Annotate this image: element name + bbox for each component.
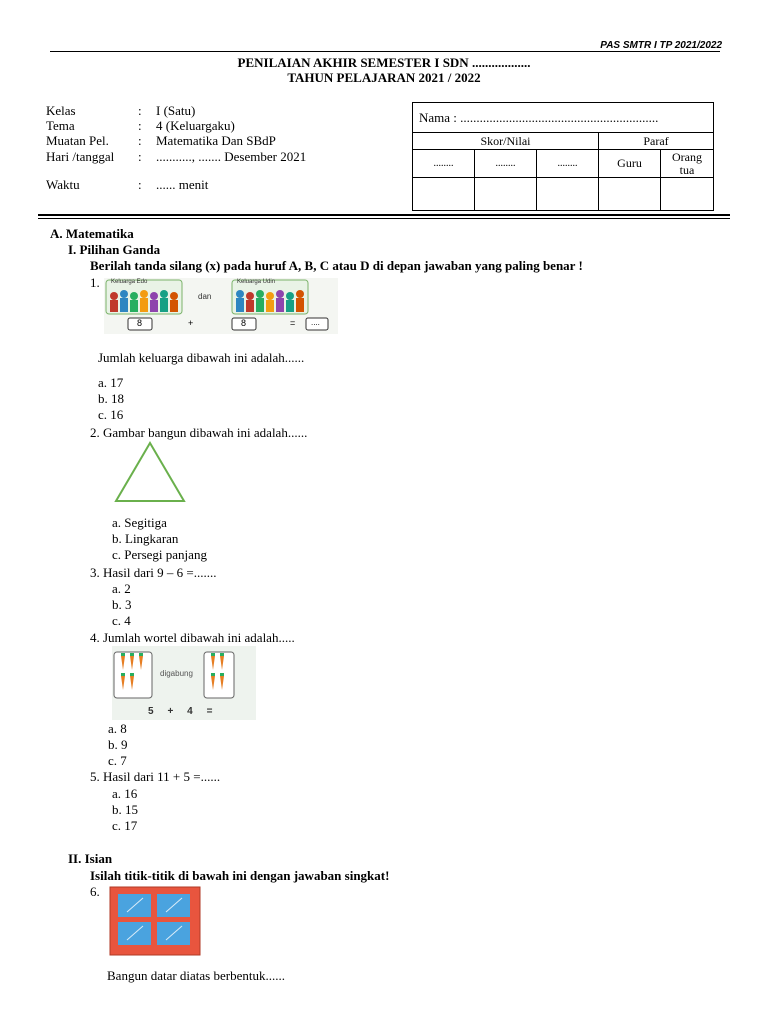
divider xyxy=(38,218,730,219)
ortu-line1: Orang xyxy=(672,149,702,164)
q4-option-c[interactable]: c. 7 xyxy=(108,753,127,768)
q3-option-b[interactable]: b. 3 xyxy=(112,597,132,612)
family-dan: dan xyxy=(198,292,212,301)
carrot-digabung: digabung xyxy=(160,669,193,678)
score-box xyxy=(412,102,714,211)
family-blank: .... xyxy=(311,318,320,327)
info-value-tema: 4 (Keluargaku) xyxy=(156,118,235,133)
info-label-kelas: Kelas xyxy=(46,103,76,118)
ortu-line2: tua xyxy=(679,162,695,177)
q5-option-a[interactable]: a. 16 xyxy=(112,786,138,801)
sign-cell-guru[interactable] xyxy=(599,178,661,211)
info-value-muatan: Matematika Dan SBdP xyxy=(156,133,276,148)
info-colon: : xyxy=(138,177,142,192)
family-left-count: 8 xyxy=(137,318,143,328)
family-picture xyxy=(104,278,338,334)
q3-text: 3. Hasil dari 9 – 6 =....... xyxy=(90,565,217,580)
q2-option-b[interactable]: b. Lingkaran xyxy=(112,531,179,546)
q4-text: 4. Jumlah wortel dibawah ini adalah..... xyxy=(90,630,295,645)
instruction-2: Isilah titik-titik di bawah ini dengan jawaban singkat! xyxy=(90,868,390,883)
divider xyxy=(38,214,730,216)
paraf-header: Paraf xyxy=(599,133,714,150)
nama-field[interactable]: Nama : ............................................................. xyxy=(413,103,714,133)
exam-year: TAHUN PELAJARAN 2021 / 2022 xyxy=(287,70,481,85)
header-line xyxy=(50,51,720,52)
q3-option-c[interactable]: c. 4 xyxy=(112,613,131,628)
q1-number: 1. xyxy=(90,275,100,290)
info-colon: : xyxy=(138,118,142,133)
q6-number: 6. xyxy=(90,884,100,899)
q4-option-b[interactable]: b. 9 xyxy=(108,737,128,752)
info-colon: : xyxy=(138,103,142,118)
carrot-picture xyxy=(112,646,256,720)
window-picture xyxy=(109,886,201,956)
q2-text: 2. Gambar bangun dibawah ini adalah...... xyxy=(90,425,308,440)
family-right-label: Keluarga Udin xyxy=(237,279,276,285)
q6-text: Bangun datar diatas berbentuk...... xyxy=(107,968,285,983)
sign-cell[interactable] xyxy=(537,178,599,211)
sign-cell[interactable] xyxy=(475,178,537,211)
family-plus: + xyxy=(188,318,194,328)
family-eq: = xyxy=(290,318,296,328)
info-colon: : xyxy=(138,149,142,164)
info-value-waktu: ...... menit xyxy=(156,177,209,192)
info-label-waktu: Waktu xyxy=(46,177,80,192)
info-label-tema: Tema xyxy=(46,118,75,133)
header-tag: PAS SMTR I TP 2021/2022 xyxy=(600,40,722,51)
family-right-count: 8 xyxy=(241,318,247,328)
info-label-tanggal: Hari /tanggal xyxy=(46,149,115,164)
part-1-heading: I. Pilihan Ganda xyxy=(68,242,161,257)
skor-cell-2[interactable]: ........ xyxy=(475,150,537,178)
q5-text: 5. Hasil dari 11 + 5 =...... xyxy=(90,769,221,784)
carrot-equation: 5 + 4 = xyxy=(148,706,213,717)
skor-cell-1[interactable]: ........ xyxy=(413,150,475,178)
ortu-header xyxy=(661,150,714,178)
triangle-shape xyxy=(112,440,188,504)
exam-title: PENILAIAN AKHIR SEMESTER I SDN .................. xyxy=(237,55,531,70)
q1-option-b[interactable]: b. 18 xyxy=(98,391,124,406)
section-a-heading: A. Matematika xyxy=(50,226,134,241)
skor-header: Skor/Nilai xyxy=(413,133,599,150)
info-label-muatan: Muatan Pel. xyxy=(46,133,109,148)
info-value-kelas: I (Satu) xyxy=(156,103,196,118)
q4-option-a[interactable]: a. 8 xyxy=(108,721,127,736)
info-value-tanggal: ..........., ....... Desember 2021 xyxy=(156,149,307,164)
q1-option-c[interactable]: c. 16 xyxy=(98,407,124,422)
q1-option-a[interactable]: a. 17 xyxy=(98,375,124,390)
sign-cell-ortu[interactable] xyxy=(661,178,714,211)
q5-option-b[interactable]: b. 15 xyxy=(112,802,138,817)
q5-option-c[interactable]: c. 17 xyxy=(112,818,138,833)
skor-cell-3[interactable]: ........ xyxy=(537,150,599,178)
family-left-label: Keluarga Edo xyxy=(111,279,148,285)
sign-cell[interactable] xyxy=(413,178,475,211)
instruction-1: Berilah tanda silang (x) pada huruf A, B, C atau D di depan jawaban yang paling benar ! xyxy=(90,258,583,273)
q2-option-c[interactable]: c. Persegi panjang xyxy=(112,547,207,562)
q2-option-a[interactable]: a. Segitiga xyxy=(112,515,167,530)
part-2-heading: II. Isian xyxy=(68,851,113,866)
guru-header: Guru xyxy=(599,150,661,178)
q3-option-a[interactable]: a. 2 xyxy=(112,581,131,596)
info-colon: : xyxy=(138,133,142,148)
q1-text: Jumlah keluarga dibawah ini adalah...... xyxy=(98,350,305,365)
